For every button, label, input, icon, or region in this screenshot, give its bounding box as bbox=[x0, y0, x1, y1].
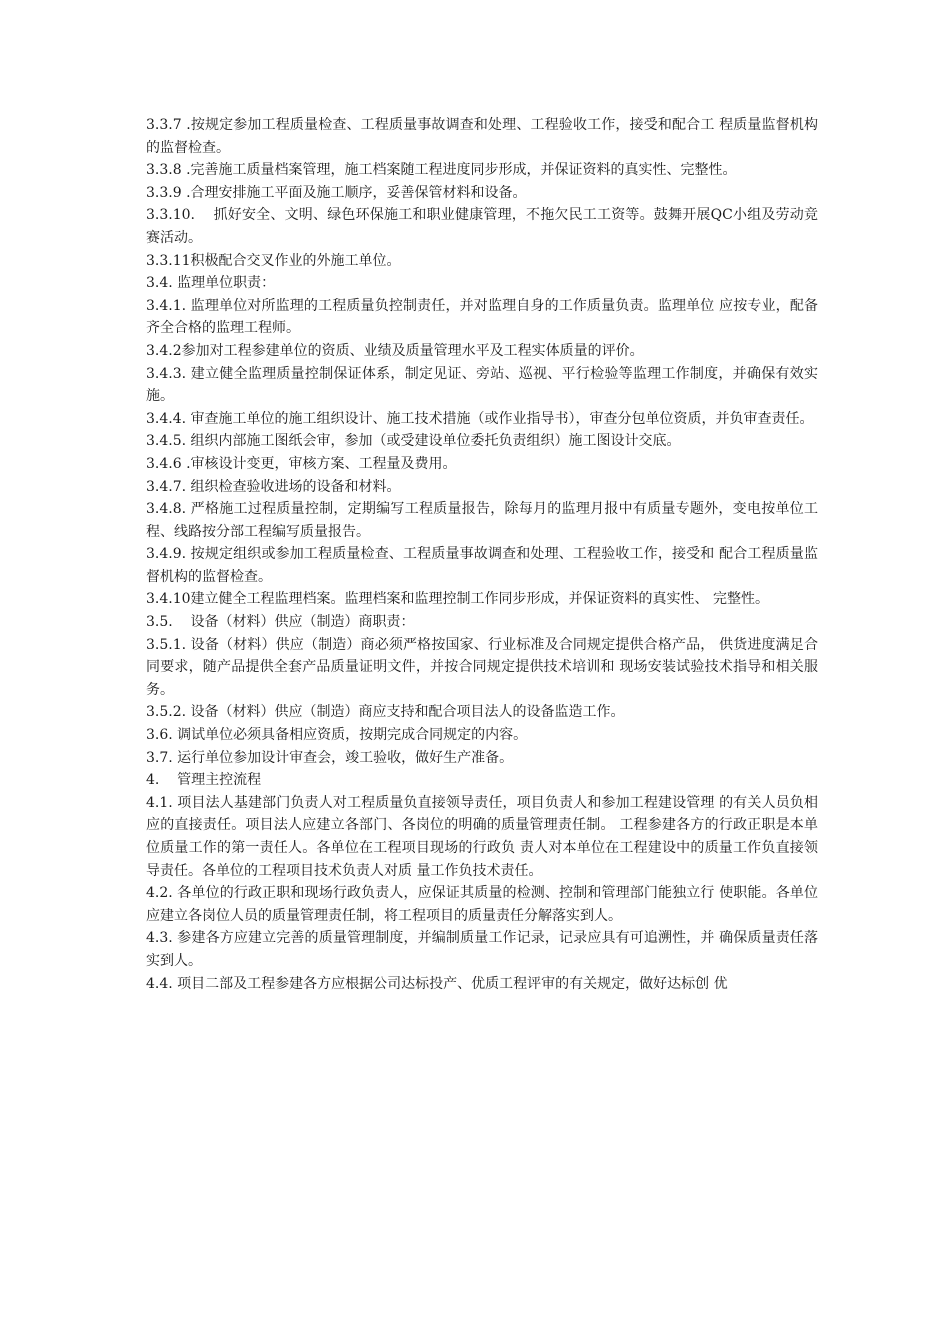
paragraph: 4.3. 参建各方应建立完善的质量管理制度，并编制质量工作记录，记录应具有可追溯性，并 确保质量责任落实到人。 bbox=[146, 930, 818, 969]
paragraph: 3.4.2参加对工程参建单位的资质、业绩及质量管理水平及工程实体质量的评价。 bbox=[146, 342, 644, 359]
paragraph: 3.4.1. 监理单位对所监理的工程质量负控制责任，并对监理自身的工作质量负责。监理单位 应按专业，配备齐全合格的监理工程师。 bbox=[146, 297, 818, 337]
paragraph: 3.4.5. 组织内部施工图纸会审，参加（或受建设单位委托负责组织）施工图设计交底。 bbox=[146, 433, 681, 450]
section-heading: 3.4. 监理单位职责： bbox=[146, 275, 276, 292]
paragraph: 3.4.8. 严格施工过程质量控制，定期编写工程质量报告，除每月的监理月报中有质量专题外，变电按单位工程、线路按分部工程编写质量报告。 bbox=[146, 501, 818, 540]
paragraph: 3.4.3. 建立健全监理质量控制保证体系，制定见证、旁站、巡视、平行检验等监理工作制度，并确保有效实施。 bbox=[146, 365, 818, 405]
paragraph: 3.5.2. 设备（材料）供应（制造）商应支持和配合项目法人的设备监造工作。 bbox=[146, 704, 625, 721]
paragraph: 3.4.6 .审核设计变更，审核方案、工程量及费用。 bbox=[146, 455, 457, 472]
paragraph: 3.5.1. 设备（材料）供应（制造）商必须严格按国家、行业标准及合同规定提供合格产品， 供货进度满足合同要求，随产品提供全套产品质量证明文件，并按合同规定提供技术培训和 现场安装试验技术指导和相关服务。 bbox=[146, 636, 818, 698]
paragraph: 4.2. 各单位的行政正职和现场行政负责人，应保证其质量的检测、控制和管理部门能独立行 使职能。各单位应建立各岗位人员的质量管理责任制，将工程项目的质量责任分解落实到人。 bbox=[146, 885, 818, 924]
paragraph: 3.4.10建立健全工程监理档案。监理档案和监理控制工作同步形成，并保证资料的真实性、 完整性。 bbox=[146, 591, 769, 608]
paragraph: 3.3.11积极配合交叉作业的外施工单位。 bbox=[146, 252, 401, 269]
paragraph: 3.4.4. 审查施工单位的施工组织设计、施工技术措施（或作业指导书），审查分包单位资质，并负审查责任。 bbox=[146, 410, 814, 427]
paragraph: 3.3.9 .合理安排施工平面及施工顺序，妥善保管材料和设备。 bbox=[146, 184, 527, 201]
section-heading: 3.5. 设备（材料）供应（制造）商职责： bbox=[146, 614, 415, 631]
section-heading: 4. 管理主控流程 bbox=[146, 772, 262, 789]
paragraph: 3.4.9. 按规定组织或参加工程质量检查、工程质量事故调查和处理、工程验收工作，接受和 配合工程质量监督机构的监督检查。 bbox=[146, 546, 818, 585]
paragraph: 3.3.10. 抓好安全、文明、绿色环保施工和职业健康管理，不拖欠民工工资等。鼓舞开展QC小组及劳动竞赛活动。 bbox=[146, 207, 818, 246]
paragraph: 3.4.7. 组织检查验收进场的设备和材料。 bbox=[146, 478, 401, 495]
document-body bbox=[146, 114, 818, 995]
paragraph: 3.6. 调试单位必须具备相应资质，按期完成合同规定的内容。 bbox=[146, 727, 528, 744]
paragraph: 3.3.8 .完善施工质量档案管理，施工档案随工程进度同步形成，并保证资料的真实性、完整性。 bbox=[146, 162, 737, 179]
paragraph: 3.7. 运行单位参加设计审查会，竣工验收，做好生产准备。 bbox=[146, 749, 514, 766]
paragraph: 3.3.7 .按规定参加工程质量检查、工程质量事故调查和处理、工程验收工作，接受和配合工 程质量监督机构的监督检查。 bbox=[146, 117, 818, 156]
paragraph: 4.4. 项目二部及工程参建各方应根据公司达标投产、优质工程评审的有关规定，做好达标创 优 bbox=[146, 975, 728, 992]
paragraph: 4.1. 项目法人基建部门负责人对工程质量负直接领导责任，项目负责人和参加工程建设管理 的有关人员负相应的直接责任。项目法人应建立各部门、各岗位的明确的质量管理责任制。 工程参建各方的行政正职是本单位质量工作的第一责任人。各单位在工程项目现场的行政负 责人对本单位在工程建设中的质量工作负直接领导责任。各单位的工程项目技术负责人对质 量工作负技术责任。 bbox=[146, 794, 818, 879]
